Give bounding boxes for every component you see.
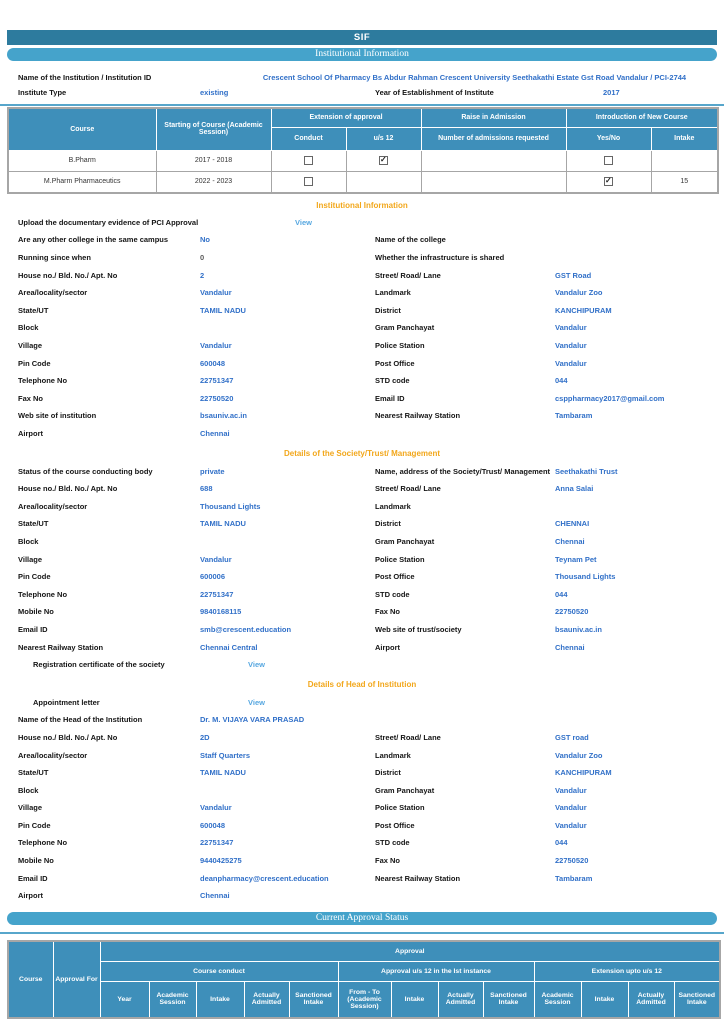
field-label: Year of Establishment of Institute [375, 88, 494, 98]
field-row [0, 568, 724, 586]
field-label: Block [18, 785, 39, 795]
field-value: TAMIL NADU [200, 305, 246, 315]
field-label: Village [18, 341, 43, 351]
divider [0, 932, 724, 934]
column-header-starting: Starting of Course (Academic Session) [156, 108, 271, 151]
field-value: Dr. M. VIJAYA VARA PRASAD [200, 715, 305, 725]
field-value: existing [200, 88, 229, 98]
field-value: Vandalur [200, 554, 232, 564]
field-row [0, 887, 724, 905]
table-group-row [8, 961, 720, 981]
view-link[interactable]: View [248, 660, 265, 670]
section-title: Details of the Society/Trust/ Management [283, 449, 441, 459]
field-value: 9440425275 [200, 856, 242, 866]
field-label: Nearest Railway Station [375, 411, 461, 421]
field-label: State/UT [18, 305, 49, 315]
field-label: Appointment letter [33, 697, 100, 707]
field-label: Gram Panchayat [375, 785, 435, 795]
column-header-conduct: Conduct [271, 127, 346, 150]
field-value: Staff Quarters [200, 750, 251, 760]
field-label: Block [18, 536, 39, 546]
field-row [0, 302, 724, 320]
divider [0, 104, 724, 106]
column-header-admissions: Number of admissions requested [421, 127, 566, 150]
intake-cell: 15 [651, 171, 718, 193]
column-header-actually-admitted: Actually Admitted [628, 981, 674, 1018]
field-label: Street/ Road/ Lane [375, 270, 441, 280]
field-value: Vandalur [200, 341, 232, 351]
field-row [0, 231, 724, 249]
field-label: Web site of institution [18, 411, 97, 421]
course-cell: B.Pharm [8, 150, 156, 171]
field-value: private [200, 466, 225, 476]
field-row [0, 498, 724, 516]
group-header-raise-admission: Raise in Admission [421, 108, 566, 128]
field-label: Name of the Head of the Institution [18, 715, 143, 725]
column-header-sanctioned-intake: Sanctioned Intake [674, 981, 720, 1018]
field-label: Gram Panchayat [375, 536, 435, 546]
field-row [0, 603, 724, 621]
group-header-new-course: Introduction of New Course [566, 108, 718, 128]
course-cell: M.Pharm Pharmaceutics [8, 171, 156, 193]
field-label: Status of the course conducting body [18, 466, 153, 476]
admissions-cell [421, 171, 566, 193]
field-row [0, 638, 724, 656]
field-value: Vandalur Zoo [555, 288, 603, 298]
field-value: Crescent School Of Pharmacy Bs Abdur Rahman Crescent University Seethakathi Estate Gst Road Vandalur / PCI-2744 [262, 72, 687, 82]
field-value: 2017 [603, 88, 620, 98]
conduct-checkbox-cell [271, 150, 346, 171]
field-label: House no./ Bld. No./ Apt. No [18, 484, 118, 494]
institution-name-row [0, 70, 724, 84]
form-section [0, 680, 724, 904]
document-row [0, 214, 724, 232]
table-header-row [8, 941, 720, 962]
column-header-academic-session: Academic Session [149, 981, 196, 1018]
field-value: 600006 [200, 572, 226, 582]
field-label: Pin Code [18, 358, 51, 368]
table-row [8, 171, 718, 193]
institute-type-row [0, 84, 724, 102]
field-label: Name of the Institution / Institution ID [18, 72, 152, 82]
view-link[interactable]: View [248, 697, 265, 707]
field-label: Email ID [18, 624, 48, 634]
document-row [0, 693, 724, 711]
section-title: Details of Head of Institution [307, 680, 417, 690]
group-header-extension: Extension of approval [271, 108, 421, 128]
field-label: Landmark [375, 288, 411, 298]
field-row [0, 354, 724, 372]
field-value: 22750520 [200, 393, 234, 403]
field-label: District [375, 768, 401, 778]
table-row [8, 150, 718, 171]
field-value: Thousand Lights [555, 572, 616, 582]
field-label: State/UT [18, 768, 49, 778]
section-title: Institutional Information [316, 200, 408, 210]
field-value: Anna Salai [555, 484, 594, 494]
field-label: Village [18, 554, 43, 564]
us12-checkbox-cell [346, 171, 421, 193]
column-header-intake: Intake [581, 981, 628, 1018]
field-label: District [375, 519, 401, 529]
field-label: House no./ Bld. No./ Apt. No [18, 732, 118, 742]
field-value: Chennai [555, 536, 585, 546]
table-subheader-row [8, 981, 720, 1018]
field-value: 688 [200, 484, 213, 494]
form-section [0, 449, 724, 673]
field-value: Vandalur [555, 323, 587, 333]
field-row [0, 266, 724, 284]
field-label: Post Office [375, 572, 415, 582]
field-label: STD code [375, 838, 410, 848]
field-label: Police Station [375, 803, 425, 813]
column-header-sanctioned-intake: Sanctioned Intake [289, 981, 338, 1018]
field-label: Nearest Railway Station [375, 873, 461, 883]
column-header-actually-admitted: Actually Admitted [244, 981, 289, 1018]
new-course-checkbox[interactable] [604, 177, 613, 186]
field-label: Area/locality/sector [18, 501, 88, 511]
field-value: 22750520 [555, 607, 589, 617]
field-label: Fax No [375, 856, 401, 866]
field-label: Fax No [375, 607, 401, 617]
field-label: Pin Code [18, 820, 51, 830]
column-header-sanctioned-intake: Sanctioned Intake [483, 981, 534, 1018]
field-value: Vandalur Zoo [555, 750, 603, 760]
form-sections [0, 201, 724, 905]
field-value: 22751347 [200, 589, 234, 599]
conduct-checkbox-cell [271, 171, 346, 193]
field-label: Name, address of the Society/Trust/ Management [375, 466, 551, 476]
field-value: GST Road [555, 270, 592, 280]
field-label: Block [18, 323, 39, 333]
field-label: Landmark [375, 501, 411, 511]
new-course-checkbox-cell [566, 171, 651, 193]
field-row [0, 533, 724, 551]
field-label: Nearest Railway Station [18, 642, 104, 652]
field-label: Pin Code [18, 572, 51, 582]
field-row [0, 729, 724, 747]
document-row [0, 656, 724, 674]
field-label: Airport [18, 429, 43, 439]
field-row [0, 407, 724, 425]
column-header-intake: Intake [651, 127, 718, 150]
field-row [0, 337, 724, 355]
field-label: STD code [375, 589, 410, 599]
field-label: Institute Type [18, 88, 67, 98]
column-header-academic-session: Academic Session [534, 981, 581, 1018]
column-header-from-to: From - To (Academic Session) [338, 981, 391, 1018]
field-value: 22750520 [555, 856, 589, 866]
field-label: Police Station [375, 341, 425, 351]
field-label: Email ID [18, 873, 48, 883]
field-row [0, 817, 724, 835]
field-row [0, 746, 724, 764]
field-label: Whether the infrastructure is shared [375, 253, 505, 263]
field-row [0, 372, 724, 390]
current-approval-status-table [7, 940, 721, 1019]
us12-checkbox-cell [346, 150, 421, 171]
field-label: Are any other college in the same campus [18, 235, 169, 245]
column-header-actually-admitted: Actually Admitted [438, 981, 483, 1018]
us12-checkbox[interactable] [379, 156, 388, 165]
field-row [0, 834, 724, 852]
field-value: Chennai [200, 891, 230, 901]
group-header-approval: Approval [100, 941, 720, 962]
field-value: Vandalur [555, 358, 587, 368]
field-value: Teynam Pet [555, 554, 597, 564]
field-value: Tambaram [555, 873, 593, 883]
conduct-checkbox[interactable] [304, 156, 313, 165]
field-row [0, 869, 724, 887]
column-header-intake: Intake [391, 981, 438, 1018]
field-row [0, 764, 724, 782]
field-row [0, 319, 724, 337]
field-value: 22751347 [200, 376, 234, 386]
field-label: Email ID [375, 393, 405, 403]
field-row [0, 711, 724, 729]
field-value: No [200, 235, 210, 245]
field-label: Fax No [18, 393, 44, 403]
field-value: bsauniv.ac.in [555, 624, 602, 634]
field-value: Thousand Lights [200, 501, 261, 511]
field-value: 22751347 [200, 838, 234, 848]
intake-cell [651, 150, 718, 171]
field-value: 044 [555, 838, 568, 848]
field-label: Airport [18, 891, 43, 901]
field-row [0, 425, 724, 443]
field-label: Registration certificate of the society [33, 660, 165, 670]
field-row [0, 781, 724, 799]
field-label: Post Office [375, 358, 415, 368]
field-label: State/UT [18, 519, 49, 529]
field-value: 044 [555, 589, 568, 599]
field-row [0, 249, 724, 267]
field-value: 2D [200, 732, 210, 742]
session-cell: 2017 - 2018 [156, 150, 271, 171]
field-label: Mobile No [18, 856, 54, 866]
field-value: TAMIL NADU [200, 768, 246, 778]
field-value: csppharmacy2017@gmail.com [555, 393, 665, 403]
column-header-approval-for: Approval For [53, 941, 100, 1018]
field-row [0, 515, 724, 533]
column-header-yesno: Yes/No [566, 127, 651, 150]
column-header-course: Course [8, 108, 156, 151]
field-value: deanpharmacy@crescent.education [200, 873, 329, 883]
field-label: Area/locality/sector [18, 288, 88, 298]
group-header-extension-us12: Extension upto u/s 12 [534, 961, 720, 981]
field-value: Vandalur [555, 803, 587, 813]
field-label: Police Station [375, 554, 425, 564]
column-header-course: Course [8, 941, 53, 1018]
field-label: Telephone No [18, 376, 68, 386]
group-header-us12-first-instance: Approval u/s 12 in the Ist instance [338, 961, 534, 981]
field-label: District [375, 305, 401, 315]
column-header-intake: Intake [196, 981, 244, 1018]
field-value: Vandalur [200, 803, 232, 813]
field-value: 9840168115 [200, 607, 242, 617]
view-link[interactable]: View [295, 217, 312, 227]
field-value: 600048 [200, 820, 226, 830]
field-label: Village [18, 803, 43, 813]
field-value: 600048 [200, 358, 226, 368]
field-row [0, 390, 724, 408]
field-value: Vandalur [200, 288, 232, 298]
conduct-checkbox[interactable] [304, 177, 313, 186]
course-approval-table [7, 107, 719, 194]
field-value: KANCHIPURAM [555, 305, 612, 315]
section-banner-institutional-information: Institutional Information [7, 48, 717, 61]
field-row [0, 550, 724, 568]
field-row [0, 480, 724, 498]
field-value: Seethakathi Trust [555, 466, 618, 476]
field-value: GST road [555, 732, 589, 742]
field-label: Post Office [375, 820, 415, 830]
field-label: Telephone No [18, 589, 68, 599]
field-row [0, 621, 724, 639]
field-row [0, 585, 724, 603]
field-value: KANCHIPURAM [555, 768, 612, 778]
field-label: Name of the college [375, 235, 446, 245]
field-label: Street/ Road/ Lane [375, 732, 441, 742]
group-header-course-conduct: Course conduct [100, 961, 338, 981]
section-banner-current-approval-status: Current Approval Status [7, 912, 717, 925]
field-value: Chennai [200, 429, 230, 439]
session-cell: 2022 - 2023 [156, 171, 271, 193]
form-section [0, 201, 724, 443]
field-label: Street/ Road/ Lane [375, 484, 441, 494]
field-row [0, 852, 724, 870]
field-label: STD code [375, 376, 410, 386]
field-label: Area/locality/sector [18, 750, 88, 760]
field-label: Airport [375, 642, 400, 652]
page-title: SIF [7, 30, 717, 45]
field-label: Telephone No [18, 838, 68, 848]
admissions-cell [421, 150, 566, 171]
field-label: Gram Panchayat [375, 323, 435, 333]
field-value: 0 [200, 253, 205, 263]
field-value: CHENNAI [555, 519, 590, 529]
field-label: House no./ Bld. No./ Apt. No [18, 270, 118, 280]
field-value: bsauniv.ac.in [200, 411, 247, 421]
field-row [0, 284, 724, 302]
field-label: Upload the documentary evidence of PCI Approval [18, 217, 199, 227]
field-label: Landmark [375, 750, 411, 760]
field-value: Chennai [555, 642, 585, 652]
field-value: smb@crescent.education [200, 624, 292, 634]
field-value: 2 [200, 270, 205, 280]
field-value: 044 [555, 376, 568, 386]
field-row [0, 462, 724, 480]
table-header-row [8, 108, 718, 128]
field-label: Web site of trust/society [375, 624, 462, 634]
column-header-year: Year [100, 981, 149, 1018]
field-value: Vandalur [555, 341, 587, 351]
field-row [0, 799, 724, 817]
new-course-checkbox[interactable] [604, 156, 613, 165]
column-header-us12: u/s 12 [346, 127, 421, 150]
field-value: Chennai Central [200, 642, 258, 652]
field-value: Vandalur [555, 785, 587, 795]
new-course-checkbox-cell [566, 150, 651, 171]
field-label: Mobile No [18, 607, 54, 617]
field-value: Tambaram [555, 411, 593, 421]
field-value: TAMIL NADU [200, 519, 246, 529]
field-label: Running since when [18, 253, 91, 263]
field-value: Vandalur [555, 820, 587, 830]
